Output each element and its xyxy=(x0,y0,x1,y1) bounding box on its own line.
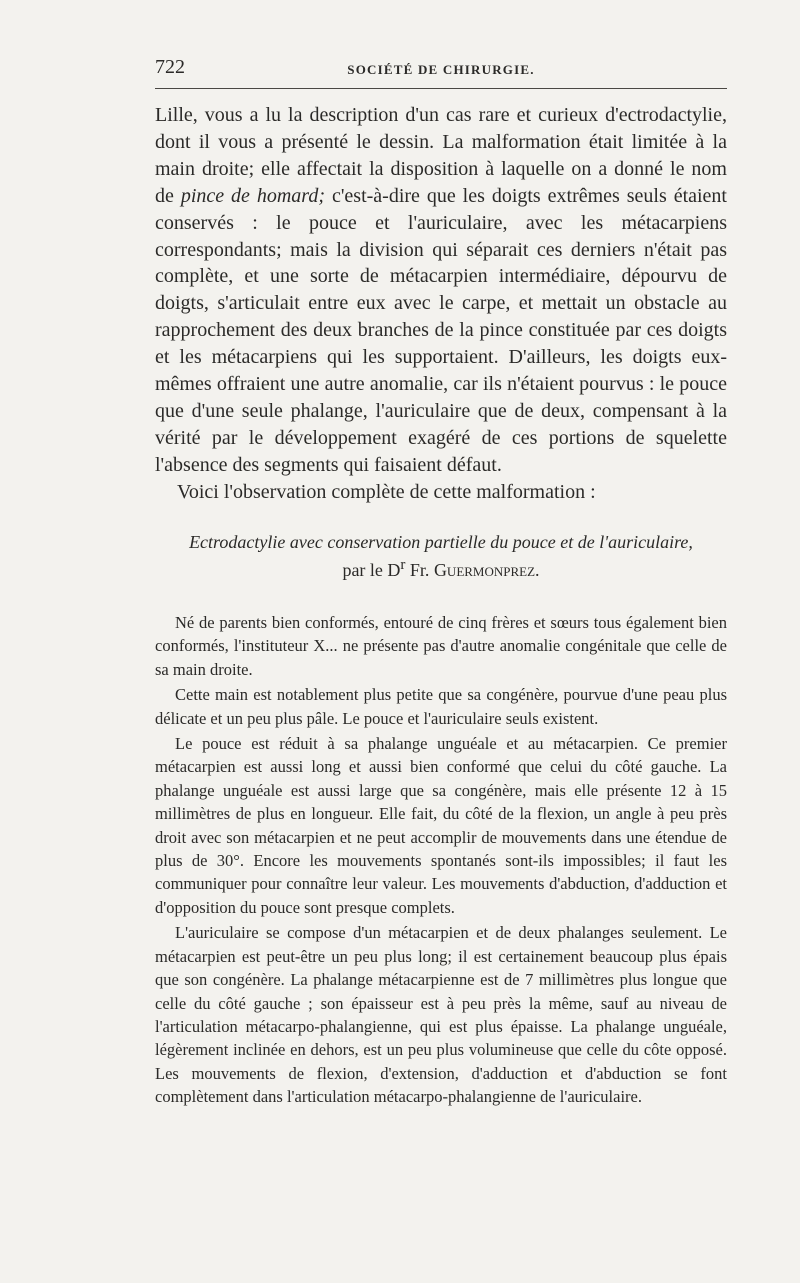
intro-text-run: c'est-à-dire que les doigts extrêmes seuls étaient conservés : le pouce et l'auriculaire, avec les métacarpiens correspondants; mais la division qui séparait ces derniers n'était pas complète, et une sorte de métacarpien intermédiaire, dépourvu de doigts, s'articulait entre eux avec le carpe, et mettait un obstacle au rapprochement des deux branches de la pince constituée par ces doigts et les métacarpiens qui les supportaient. D'ailleurs, les doigts eux-mêmes offraient une autre anomalie, car ils n'étaient pourvus : le pouce que d'une seule phalange, l'auriculaire que de deux, compensant à la vérité par le développement exagéré de ces portions de squelette l'absence des segments qui faisaient défaut. xyxy=(155,184,727,476)
header-rule xyxy=(155,88,727,89)
section-title: Ectrodactylie avec conservation partielle du pouce et de l'auriculaire, xyxy=(189,532,693,552)
running-title: SOCIÉTÉ DE CHIRURGIE. xyxy=(347,62,535,77)
byline-author: Guermonprez. xyxy=(433,560,540,580)
observation-paragraph: L'auriculaire se compose d'un métacarpien et de deux phalanges seulement. Le métacarpien est peut-être un peu plus long; il est certainement beaucoup plus épais que son congénère. La phalange métacarpienne est de 7 millimètres plus longue que celle du côté gauche ; son épaisseur est à peu près la même, sauf au niveau de l'articulation métacarpo-phalangienne, qui est plus épaisse. La phalange unguéale, légèrement inclinée en dehors, est un peu plus volumineuse que celle du côte opposé. Les mouvements de flexion, d'extension, d'adduction et d'abduction se font complètement dans l'articulation métacarpo-phalangienne de l'auriculaire. xyxy=(155,923,727,1107)
byline-first-name: Fr. xyxy=(405,560,434,580)
observation-paragraph: Le pouce est réduit à sa phalange unguéale et au métacarpien. Ce premier métacarpien est aussi long et aussi bien conformé que celui du côté gauche. La phalange unguéale est aussi large que sa congénère, mais elle présente 12 à 15 millimètres de plus en longueur. Elle fait, du côté de la flexion, un angle à peu près droit avec son métacarpien et ne peut accomplir de mouvements dans une étendue de plus de 30°. Encore les mouvements spontanés sont-ils impossibles; il faut les communiquer pour connaître leur valeur. Les mouvements d'abduction, d'adduction et d'opposition du pouce sont presque complets. xyxy=(155,734,727,917)
page-number: 722 xyxy=(155,56,185,78)
intro-text-run: Lille, vous a lu la description d'un cas rare et curieux d'ectrodactylie, dont il vous a présenté le dessin. La malformation était limitée à la main droite; elle affectait la disposition à laquelle on a donné le nom de xyxy=(155,104,727,207)
byline-superscript: r xyxy=(400,557,406,573)
italic-term: pince de homard; xyxy=(180,184,326,207)
observation-paragraph: Cette main est notablement plus petite que sa congénère, pourvue d'une peau plus délicate et un peu plus pâle. Le pouce et l'auriculaire seuls existent. xyxy=(155,685,727,728)
intro-paragraph xyxy=(155,102,727,479)
intro-text xyxy=(155,102,727,506)
section-byline xyxy=(155,554,727,582)
observation-paragraph: Né de parents bien conformés, entouré de cinq frères et sœurs tous également bien conformés, l'instituteur X... ne présente pas d'autre anomalie congénitale que celle de sa main droite. xyxy=(155,613,727,679)
section-heading xyxy=(155,531,727,582)
running-head xyxy=(155,56,727,86)
byline-prefix: par le D xyxy=(342,560,401,580)
observation-text xyxy=(155,611,727,1111)
intro-paragraph: Voici l'observation complète de cette malformation : xyxy=(177,480,596,503)
